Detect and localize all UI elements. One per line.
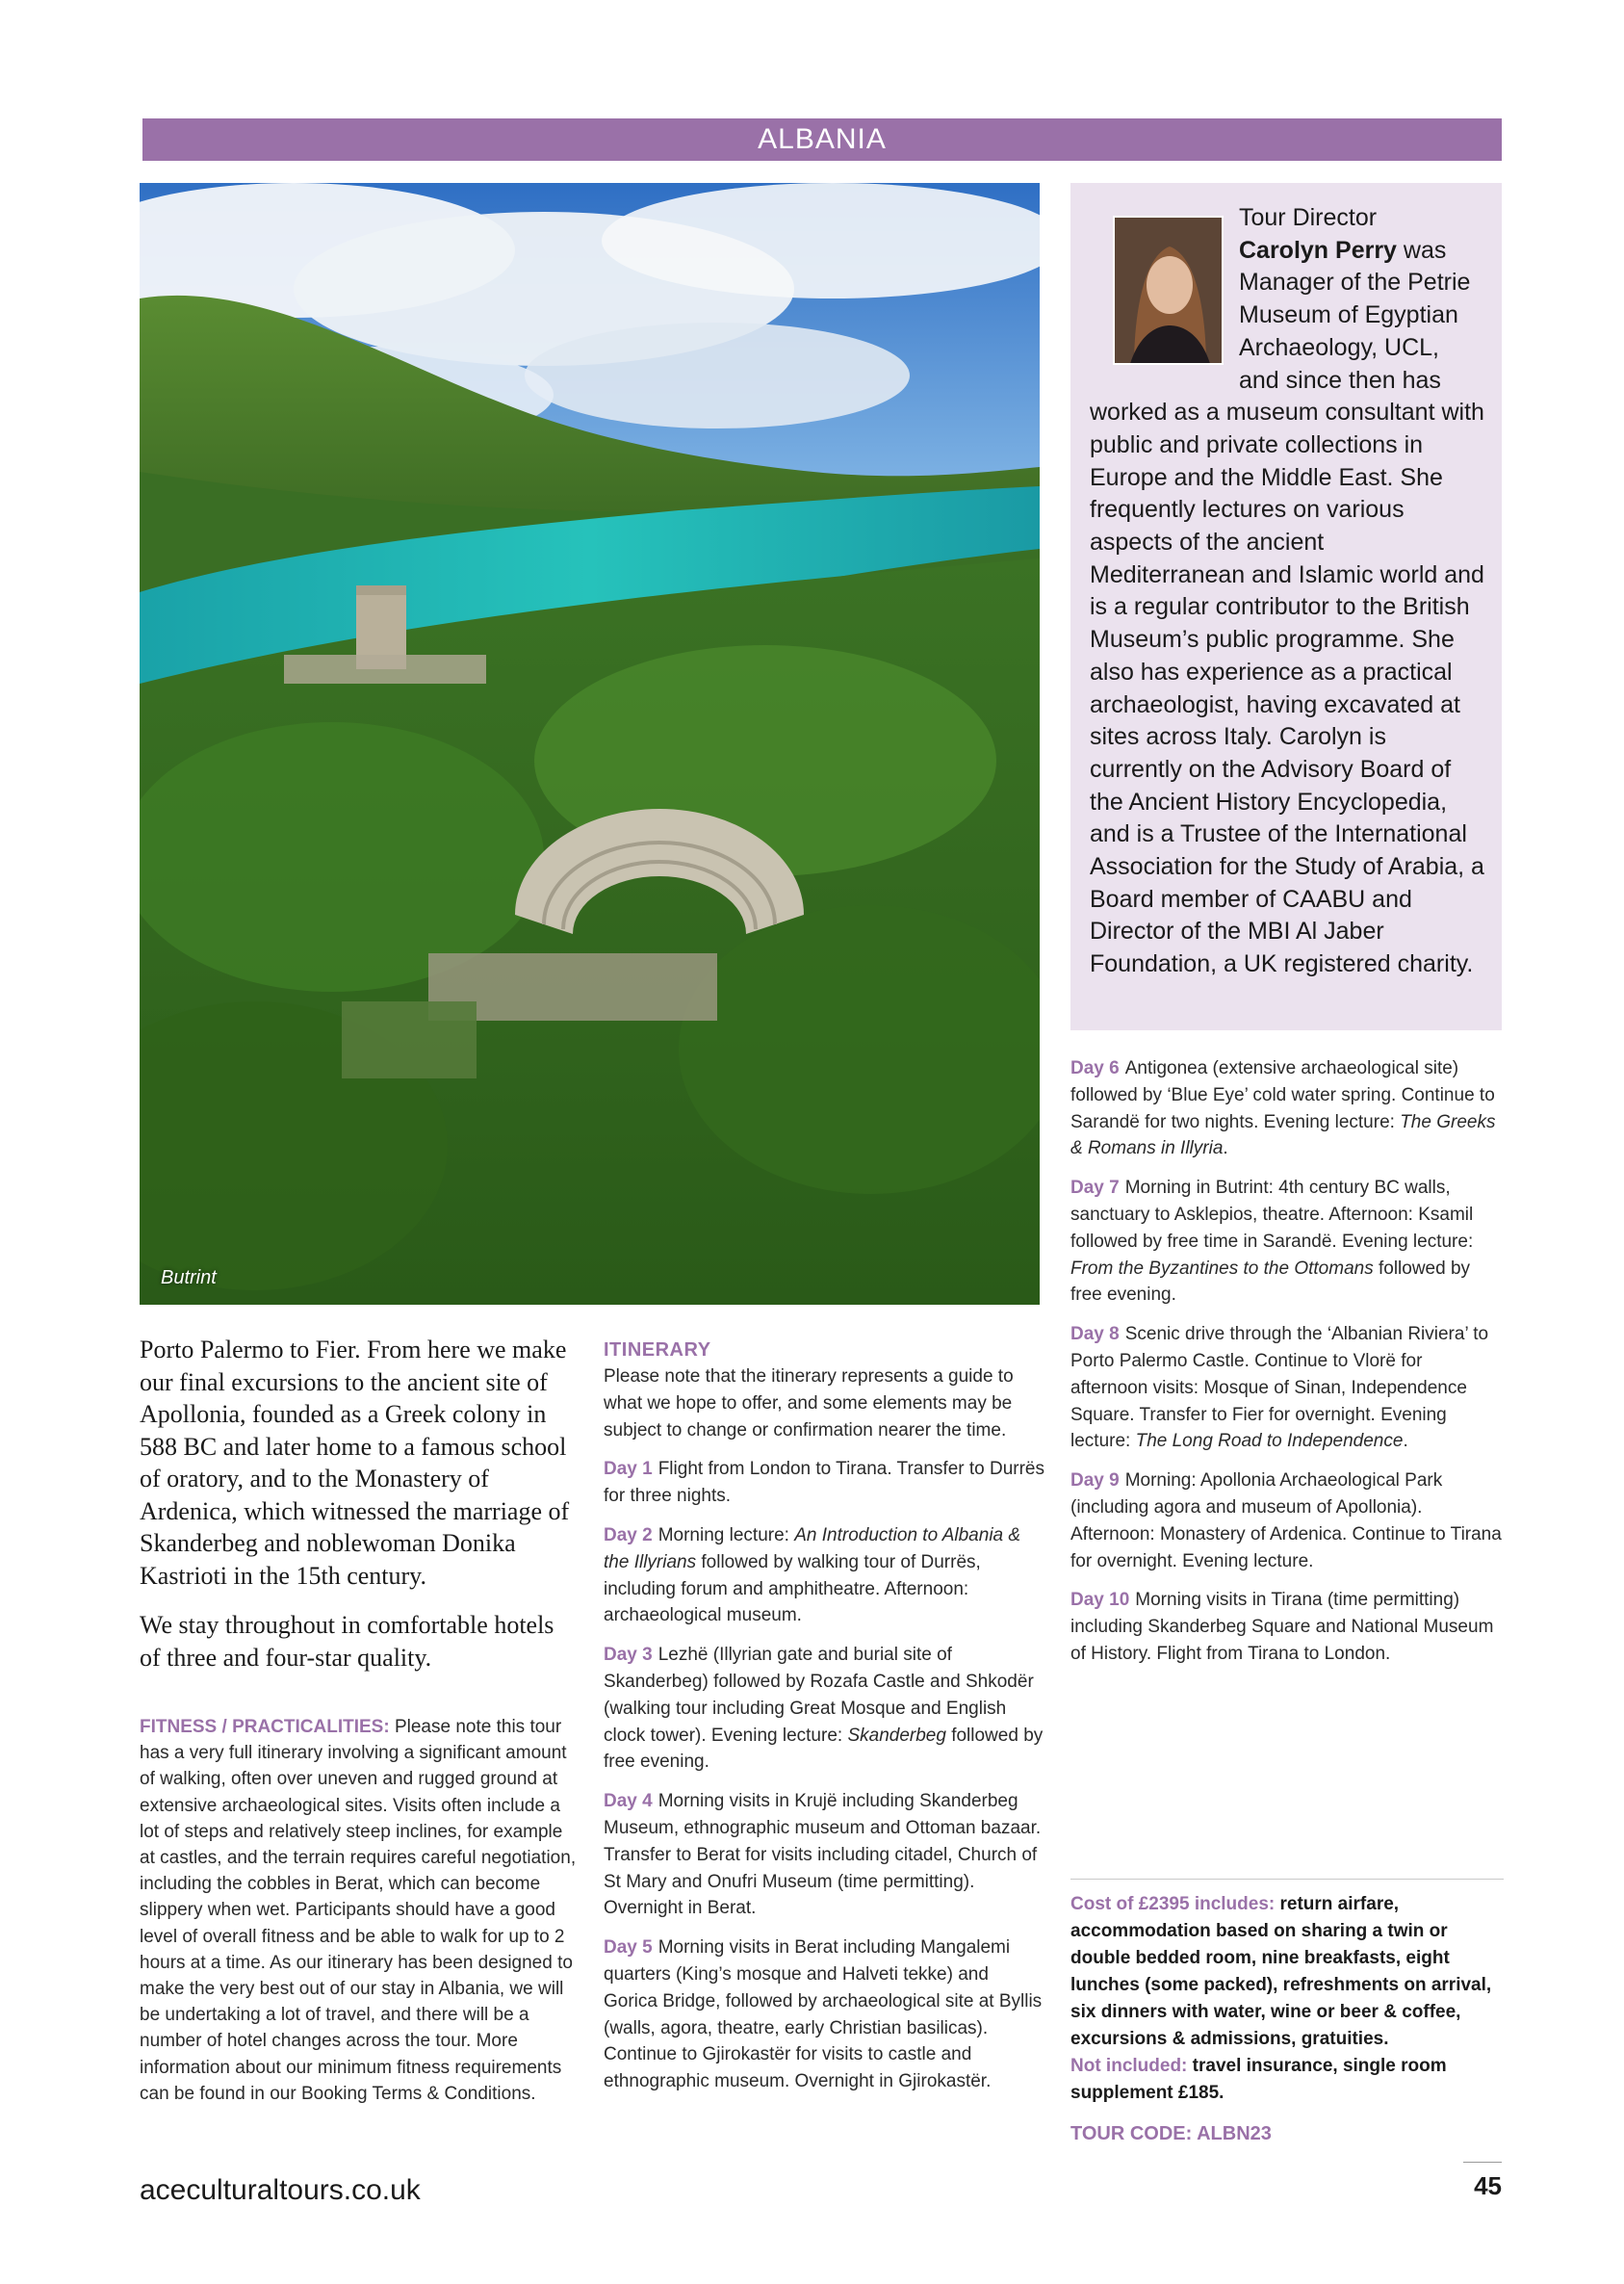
day-text: Morning lecture: xyxy=(657,1524,795,1545)
lecture-title: An Introduction to Albania & the Illyrians xyxy=(604,1524,1021,1572)
day-label: Day 10 xyxy=(1070,1590,1130,1611)
itinerary-note: Please note that the itinerary represents a guide to what we hope to offer, and some elements may be subject to change or confirmation nearer the time. xyxy=(604,1366,1014,1440)
fitness-section xyxy=(140,1714,578,2107)
fitness-label: FITNESS / PRACTICALITIES: xyxy=(140,1717,390,1737)
itinerary-day-5 xyxy=(604,1934,1046,2095)
butrint-photo xyxy=(140,183,1040,1305)
itinerary-day-7 xyxy=(1070,1175,1504,1309)
day-text: Morning in Butrint: 4th century BC walls, sanctuary to Asklepios, theatre. Afternoon: Ksamil followed by free time in Sarandë. Evening lecture: xyxy=(1070,1178,1474,1252)
itinerary-day-8 xyxy=(1070,1321,1504,1455)
day-text: followed by free evening. xyxy=(604,1725,1044,1773)
itinerary-column xyxy=(604,1337,1046,2095)
day-text: Morning: Apollonia Archaeological Park (including agora and museum of Apollonia). Afternoon: Monastery of Ardenica. Continue to Tirana for overnight. Evening lecture. xyxy=(1070,1470,1502,1571)
day-text: Scenic drive through the ‘Albanian Riviera’ to Porto Palermo Castle. Continue to Vlorë for afternoon visits: Mosque of Sinan, Independence Square. Transfer to Fier for overnight. Evening lecture: xyxy=(1070,1324,1489,1452)
tour-director-box xyxy=(1070,183,1502,1030)
itinerary-day-3 xyxy=(604,1642,1046,1776)
director-portrait xyxy=(1113,216,1224,365)
hotels-paragraph: We stay throughout in comfortable hotels of three and four-star quality. xyxy=(140,1611,554,1672)
cost-label: Cost of £2395 includes: xyxy=(1070,1894,1276,1914)
day-text: Antigonea (extensive archaeological site) followed by ‘Blue Eye’ cold water spring. Continue to Sarandë for two nights. Evening lecture: xyxy=(1070,1058,1495,1132)
day-text: Morning visits in Tirana (time permitting) including Skanderbeg Square and National Museum of History. Flight from Tirana to London. xyxy=(1070,1590,1494,1664)
director-bio: was Manager of the Petrie Museum of Egyptian Archaeology, UCL, and since then has worked as a museum consultant with public and private collections in Europe and the Middle East. She frequently lectures on various aspects of the ancient Mediterranean and Islamic world and is a regular contributor to the British Museum’s public programme. She also has experience as a practical archaeologist, having excavated at sites across Italy. Carolyn is currently on the Advisory Board of the Ancient History Encyclopedia, and is a Trustee of the International Association for the Study of Arabia, a Board member of CAABU and Director of the MBI Al Jaber Foundation, a UK registered charity. xyxy=(1090,236,1484,978)
footer-website-link[interactable]: aceculturaltours.co.uk xyxy=(140,2174,421,2206)
cost-box xyxy=(1070,1879,1504,2147)
day-text: Morning visits in Krujë including Skanderbeg Museum, ethnographic museum and Ottoman bazaar. Transfer to Berat for visits including citadel, Church of St Mary and Onufri Museum (time permitting). Overnight in Berat. xyxy=(604,1791,1042,1919)
day-label: Day 6 xyxy=(1070,1058,1120,1078)
day-text: followed by walking tour of Durrës, including forum and amphitheatre. Afternoon: archaeological museum. xyxy=(604,1551,981,1626)
day-text: Morning visits in Berat including Mangalemi quarters (King’s mosque and Halveti tekke) and Gorica Bridge, followed by archaeological site at Byllis (walls, agora, theatre, early Christian basilicas). Continue to Gjirokastër for visits to castle and ethnographic museum. Overnight in Gjirokastër. xyxy=(604,1937,1043,2092)
page-number: 45 xyxy=(1474,2171,1502,2200)
lecture-title: Skanderbeg xyxy=(847,1725,946,1746)
director-intro: Tour Director xyxy=(1239,204,1378,231)
lecture-title: The Long Road to Independence xyxy=(1135,1431,1404,1452)
day-text: Flight from London to Tirana. Transfer to Durrës for three nights. xyxy=(604,1459,1044,1507)
itinerary-day-1 xyxy=(604,1456,1046,1510)
fitness-text: Please note this tour has a very full itinerary involving a significant amount of walking, often over uneven and rugged ground at extensive archaeological sites. Visits often include a lot of steps and relatively steep inclines, for example at castles, and the terrain requires careful negotiation, including the cobbles in Berat, which can become slippery when wet. Participants should have a good level of overall fitness and be able to walk for up to 2 hours at a time. As our itinerary has been designed to make the very best out of our stay in Albania, we will be undertaking a lot of travel, and there will be a number of hotel changes across the tour. More information about our minimum fitness requirements can be found in our Booking Terms & Conditions. xyxy=(140,1717,577,2104)
day-label: Day 3 xyxy=(604,1645,653,1666)
itinerary-heading: ITINERARY xyxy=(604,1339,711,1361)
intro-column xyxy=(140,1334,578,2107)
not-included-label: Not included: xyxy=(1070,2056,1188,2076)
director-name: Carolyn Perry xyxy=(1239,236,1397,264)
itinerary-day-9 xyxy=(1070,1467,1504,1574)
tour-code: TOUR CODE: ALBN23 xyxy=(1070,2123,1272,2144)
cost-includes: return airfare, accommodation based on sharing a twin or double bedded room, nine breakfasts, eight lunches (some packed), refreshments on arrival, six dinners with water, wine or beer & coffee, excursions & admissions, gratuities. xyxy=(1070,1894,1492,2049)
page-title-banner: ALBANIA xyxy=(142,118,1502,161)
itinerary-column-2 xyxy=(1070,1055,1504,1668)
day-label: Day 1 xyxy=(604,1459,653,1480)
day-text: . xyxy=(1403,1431,1408,1452)
day-label: Day 9 xyxy=(1070,1470,1120,1492)
itinerary-day-4 xyxy=(604,1788,1046,1922)
day-label: Day 5 xyxy=(604,1937,653,1959)
day-label: Day 8 xyxy=(1070,1324,1120,1345)
page-number-rule xyxy=(1463,2162,1502,2163)
day-text: Lezhë (Illyrian gate and burial site of Skanderbeg) followed by Rozafa Castle and Shkodër (walking tour including Great Mosque and English clock tower). Evening lecture: xyxy=(604,1645,1034,1746)
day-label: Day 7 xyxy=(1070,1178,1120,1199)
itinerary-day-6 xyxy=(1070,1055,1504,1162)
day-text: . xyxy=(1223,1138,1228,1159)
lecture-title: From the Byzantines to the Ottomans xyxy=(1070,1258,1374,1279)
intro-paragraph: Porto Palermo to Fier. From here we make our final excursions to the ancient site of Apollonia, founded as a Greek colony in 588 BC and later home to a famous school of oratory, and to the Monastery of Ardenica, which witnessed the marriage of Skanderbeg and noblewoman Donika Kastrioti in the 15th century. xyxy=(140,1336,570,1590)
day-label: Day 2 xyxy=(604,1524,653,1545)
itinerary-day-10 xyxy=(1070,1587,1504,1667)
not-included-text: travel insurance, single room supplement £185. xyxy=(1070,2056,1447,2103)
day-text: followed by free evening. xyxy=(1070,1258,1471,1306)
day-label: Day 4 xyxy=(604,1791,653,1812)
lecture-title: The Greeks & Romans in Illyria xyxy=(1070,1111,1496,1159)
photo-caption: Butrint xyxy=(161,1267,217,1288)
itinerary-day-2 xyxy=(604,1522,1046,1629)
